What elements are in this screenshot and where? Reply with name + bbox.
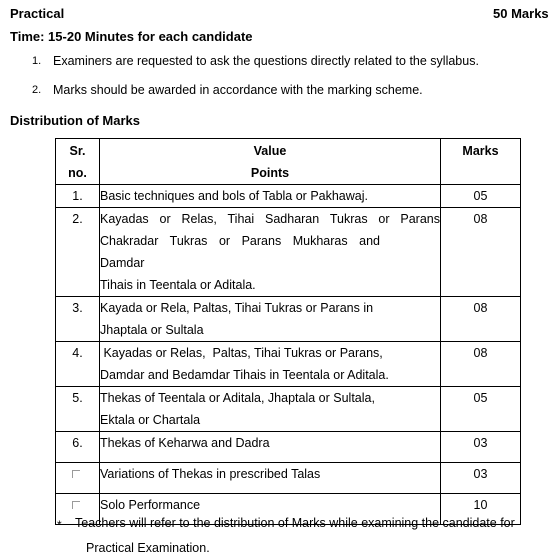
table-row (56, 208, 521, 297)
instruction-text: Marks should be awarded in accordance with the marking scheme. (53, 83, 423, 97)
marks-cell: 10 (441, 494, 521, 525)
instruction-text: Examiners are requested to ask the questions directly related to the syllabus. (53, 54, 479, 68)
value-cell: Solo Performance (100, 494, 441, 525)
checkbox-icon (72, 501, 80, 509)
value-cell: Kayadas or Relas, Tihai Sadharan Tukras or Parans Chakradar Tukras or Parans Mukharas and Damdar Tihais in Teentala or Aditala. (100, 208, 441, 297)
marks-cell: 08 (441, 208, 521, 297)
value-cell: Basic techniques and bols of Tabla or Pakhawaj. (100, 185, 441, 208)
table-row (56, 297, 521, 342)
note-bullet: * (57, 518, 62, 532)
checkbox-icon (72, 470, 80, 478)
value-cell: Variations of Thekas in prescribed Talas (100, 463, 441, 494)
marks-cell: 03 (441, 432, 521, 463)
sr-cell: 1. (56, 185, 100, 208)
marks-header: Marks (441, 139, 521, 185)
table-row (56, 432, 521, 463)
instruction-number: 2. (32, 84, 42, 96)
table-row (56, 185, 521, 208)
sr-cell: 5. (56, 387, 100, 432)
sr-cell: 3. (56, 297, 100, 342)
value-points-header: Value Points (100, 139, 441, 185)
table-header-row (56, 139, 521, 185)
sr-cell: 4. (56, 342, 100, 387)
marks-distribution-table (55, 138, 521, 525)
sr-cell: 6. (56, 432, 100, 463)
marks-cell: 03 (441, 463, 521, 494)
table-row (56, 387, 521, 432)
value-cell: Kayada or Rela, Paltas, Tihai Tukras or Parans in Jhaptala or Sultala (100, 297, 441, 342)
instruction-number: 1. (32, 55, 42, 67)
sr-cell (56, 463, 100, 494)
note-text-line1: Teachers will refer to the distribution of Marks while examining the candidate for (75, 516, 515, 530)
page-title: Practical (10, 6, 65, 21)
value-cell: Kayadas or Relas, Paltas, Tihai Tukras or Parans, Damdar and Bedamdar Tihais in Teentala or Aditala. (100, 342, 441, 387)
section-title: Distribution of Marks (10, 113, 141, 128)
time-allotted: Time: 15-20 Minutes for each candidate (10, 29, 253, 44)
note-text-line2: Practical Examination. (86, 541, 210, 555)
table-row (56, 463, 521, 494)
sr-no-header: Sr. no. (56, 139, 100, 185)
marks-cell: 08 (441, 342, 521, 387)
sr-cell: 2. (56, 208, 100, 297)
value-cell: Thekas of Teentala or Aditala, Jhaptala or Sultala, Ektala or Chartala (100, 387, 441, 432)
marks-cell: 08 (441, 297, 521, 342)
value-cell: Thekas of Keharwa and Dadra (100, 432, 441, 463)
marks-cell: 05 (441, 387, 521, 432)
marks-cell: 05 (441, 185, 521, 208)
table-row (56, 342, 521, 387)
total-marks: 50 Marks (493, 6, 549, 21)
